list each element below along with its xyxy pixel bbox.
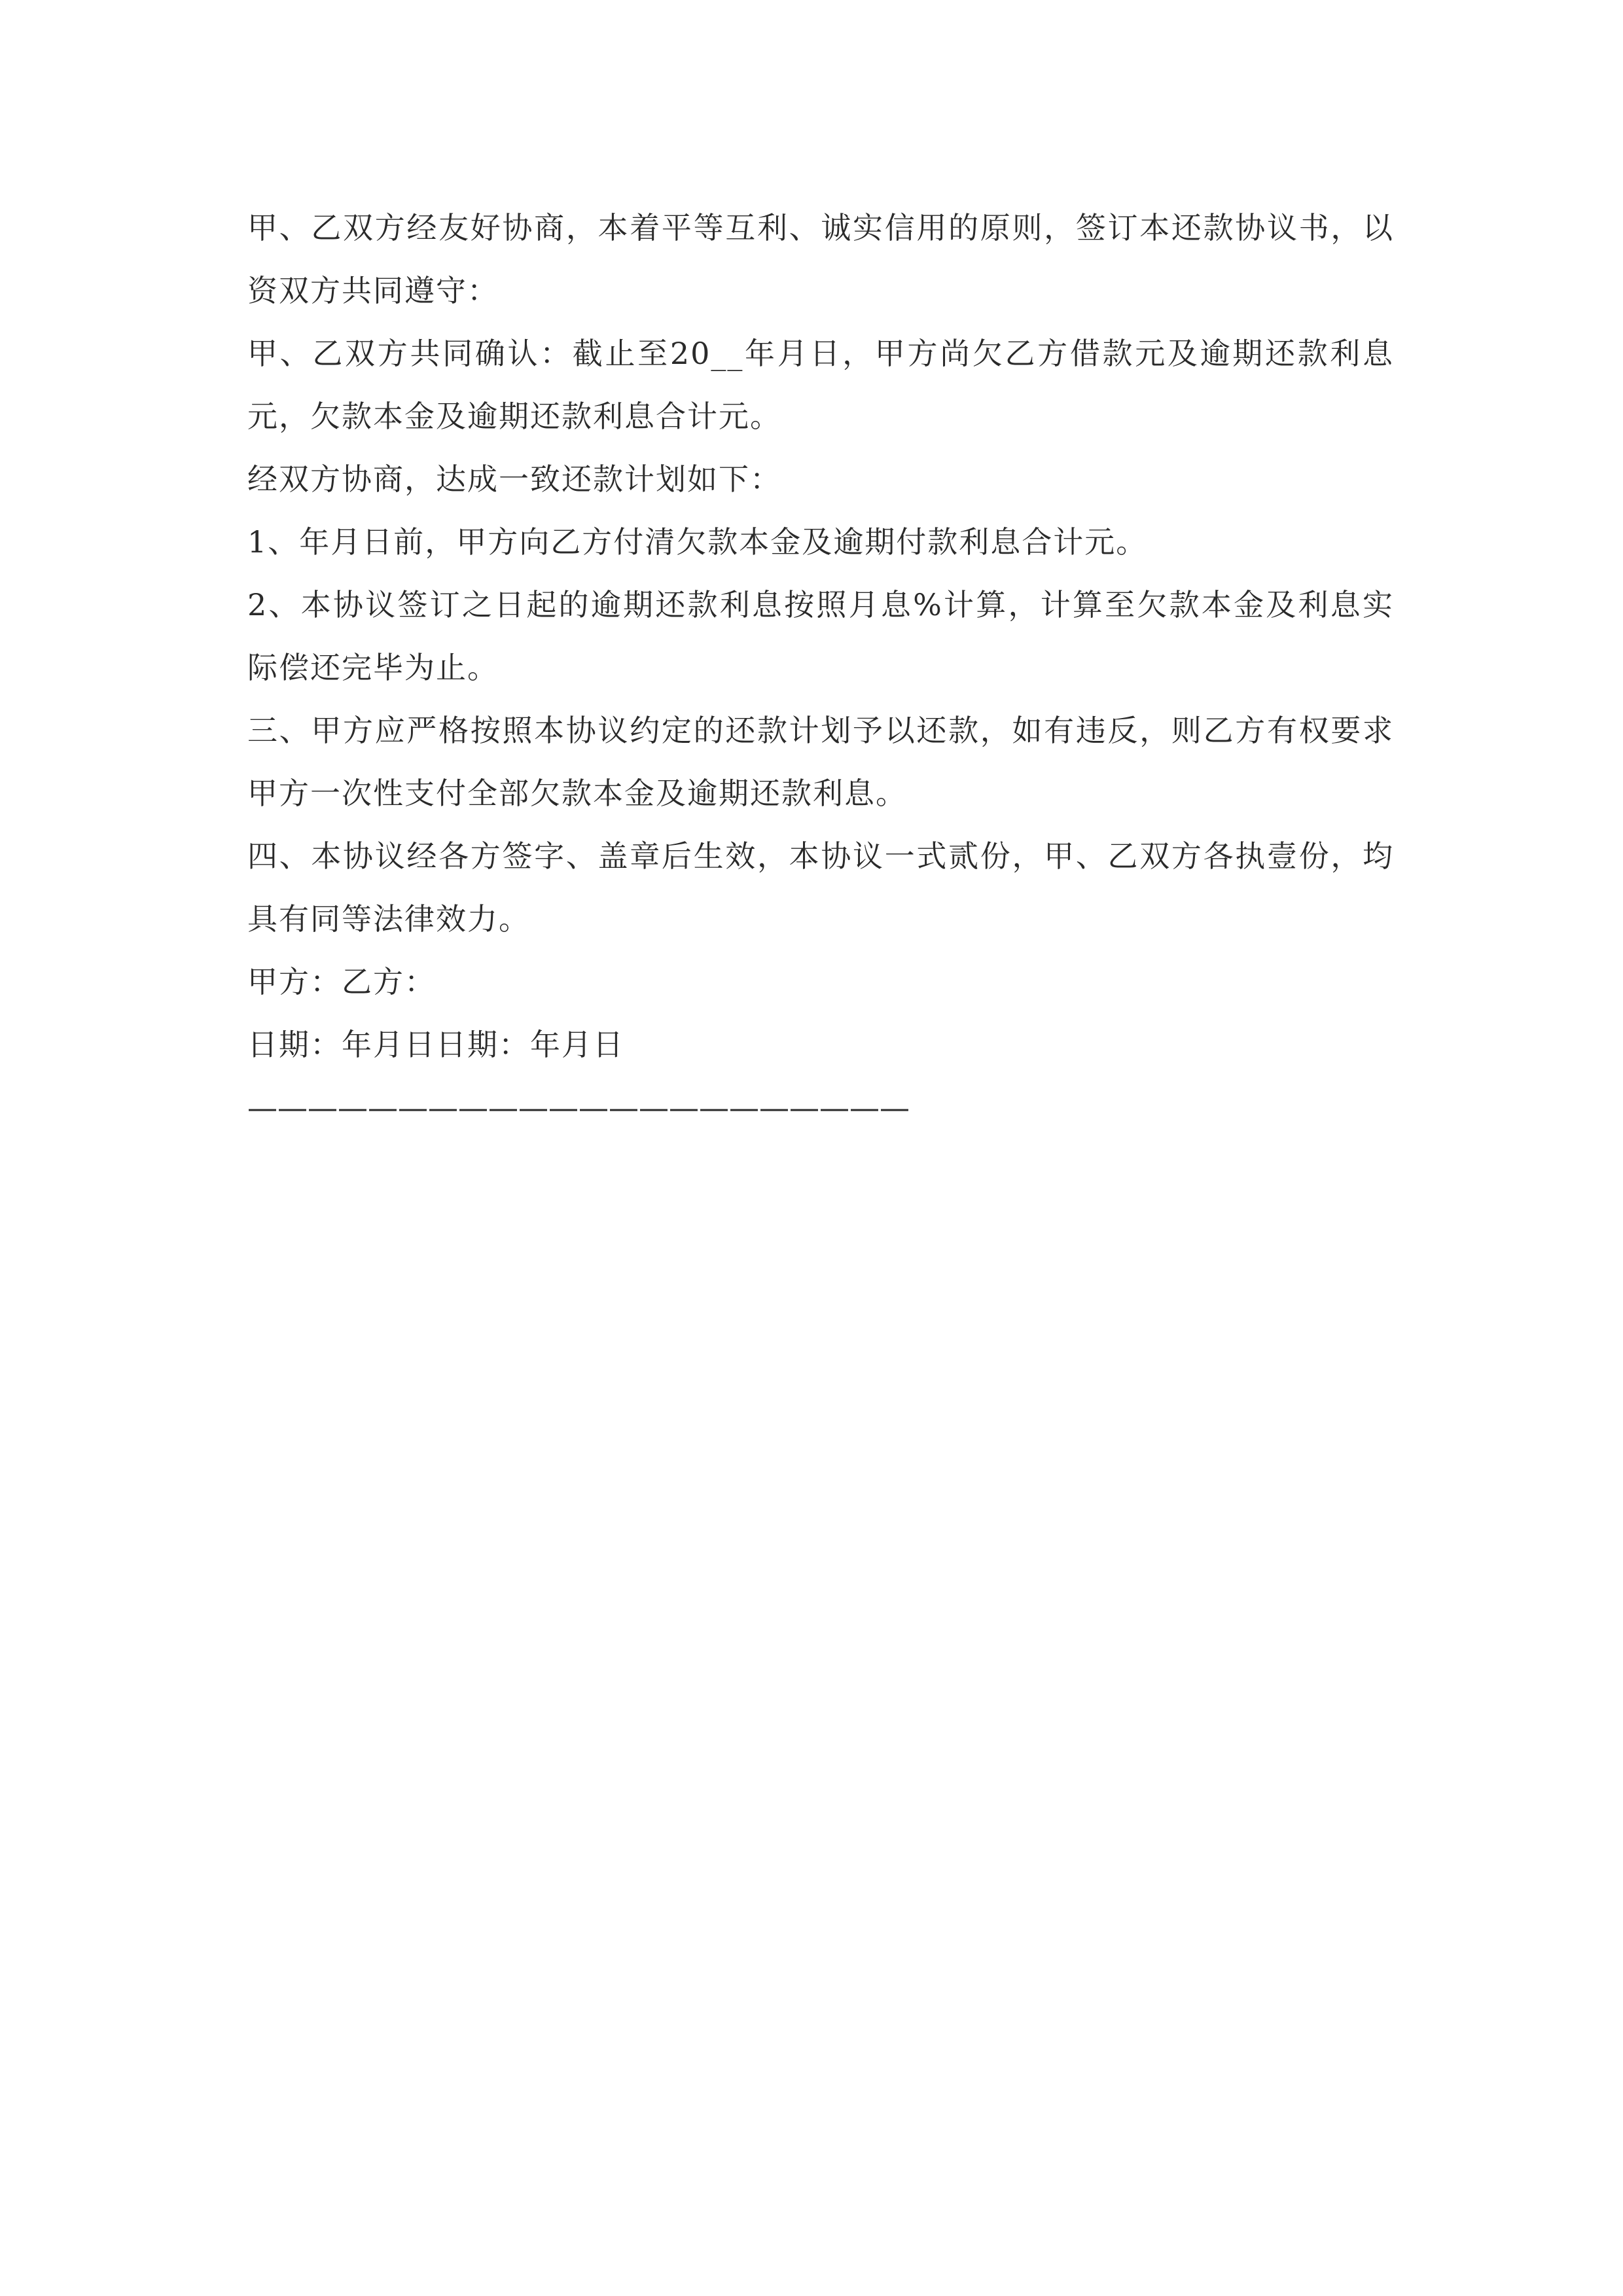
document-body	[247, 196, 1394, 1139]
signature-dates: 日期：年月日日期：年月日	[247, 1027, 624, 1062]
signature-parties: 甲方：乙方：	[247, 964, 436, 999]
clause-1: 1、年月日前，甲方向乙方付清欠款本金及逾期付款利息合计元。	[247, 524, 1148, 560]
clause-2: 2、本协议签订之日起的逾期还款利息按照月息%计算，计算至欠款本金及利息实际偿还完毕为止。	[247, 587, 1394, 685]
clause-4: 四、本协议经各方签字、盖章后生效，本协议一式贰份，甲、乙双方各执壹份，均具有同等法律效力。	[247, 838, 1394, 937]
clause-3: 三、甲方应严格按照本协议约定的还款计划予以还款，如有违反，则乙方有权要求甲方一次性支付全部欠款本金及逾期还款利息。	[247, 713, 1394, 811]
plan-heading: 经双方协商，达成一致还款计划如下：	[247, 461, 781, 497]
confirmation-paragraph: 甲、乙双方共同确认：截止至20__年月日，甲方尚欠乙方借款元及逾期还款利息元，欠款本金及逾期还款利息合计元。	[247, 336, 1394, 434]
separator-line: ——————————————————————	[247, 1090, 910, 1125]
intro-paragraph: 甲、乙双方经友好协商，本着平等互利、诚实信用的原则，签订本还款协议书，以资双方共同遵守：	[247, 210, 1394, 308]
